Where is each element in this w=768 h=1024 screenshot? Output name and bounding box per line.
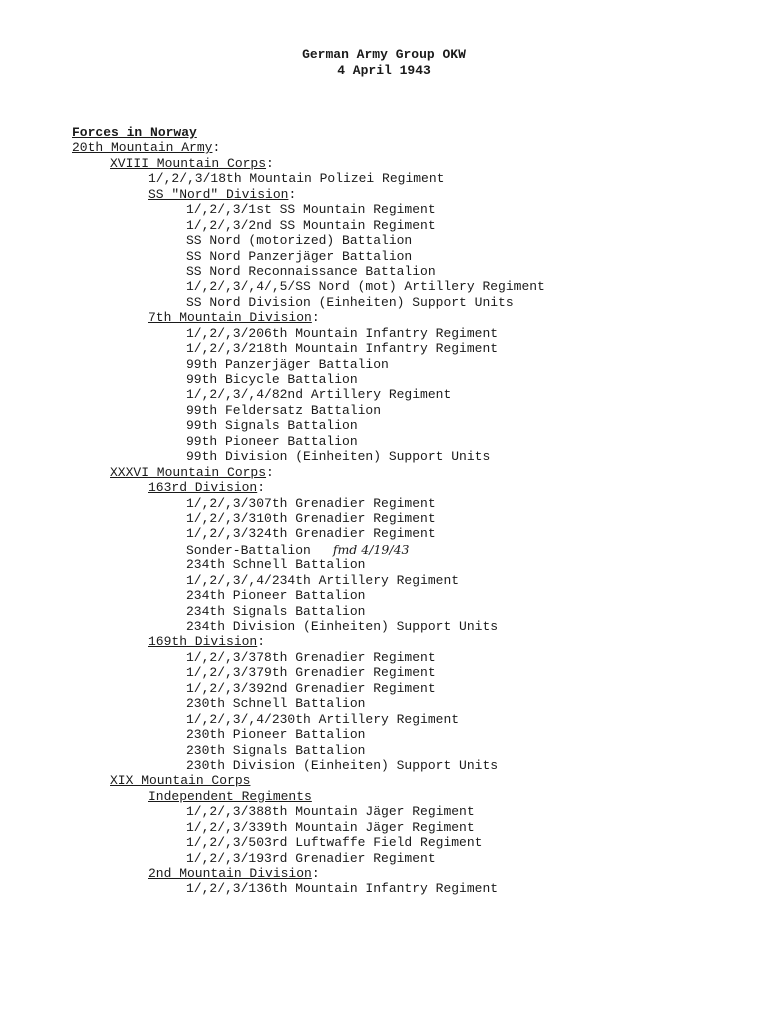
unit-label: 1/,2/,3/,4/234th Artillery Regiment <box>186 572 460 588</box>
unit-entry <box>72 542 545 557</box>
unit-label: 1/,2/,3/339th Mountain Jäger Regiment <box>186 819 475 835</box>
unit-entry <box>72 449 545 464</box>
document-date: 4 April 1943 <box>337 63 431 78</box>
heading-colon: : <box>311 866 320 881</box>
heading-colon: : <box>311 310 320 326</box>
heading-colon: : <box>212 140 221 156</box>
unit-label: 99th Feldersatz Battalion <box>186 402 382 418</box>
unit-entry <box>72 171 545 186</box>
unit-heading-label: Forces in Norway <box>72 125 197 140</box>
unit-heading <box>72 789 545 804</box>
unit-label: 230th Division (Einheiten) Support Units <box>186 757 499 773</box>
unit-entry <box>72 341 545 356</box>
unit-entry <box>72 712 545 727</box>
formation-date-note: fmd 4/19/43 <box>332 541 410 557</box>
unit-label: SS Nord Division (Einheiten) Support Units <box>186 294 514 310</box>
unit-label: 1/,2/,3/307th Grenadier Regiment <box>186 495 436 511</box>
unit-heading-label: 163rd Division <box>148 480 258 496</box>
unit-entry <box>72 526 545 541</box>
unit-label: 230th Signals Battalion <box>186 742 366 758</box>
unit-label: 1/,2/,3/310th Grenadier Regiment <box>186 510 436 526</box>
unit-label: 99th Panzerjäger Battalion <box>186 356 389 372</box>
heading-colon: : <box>266 464 274 480</box>
unit-entry <box>72 696 545 711</box>
unit-entry <box>72 573 545 588</box>
unit-entry <box>72 372 545 387</box>
unit-entry <box>72 665 545 680</box>
unit-heading <box>72 773 545 788</box>
unit-heading <box>72 125 545 140</box>
unit-entry <box>72 835 545 850</box>
unit-entry <box>72 218 545 233</box>
unit-heading-label: Independent Regiments <box>148 788 312 804</box>
unit-label: 1/,2/,3/,4/,5/SS Nord (mot) Artillery Regiment <box>186 279 545 295</box>
unit-heading-label: XVIII Mountain Corps <box>110 155 267 171</box>
unit-label: 1/,2/,3/379th Grenadier Regiment <box>186 665 436 681</box>
unit-heading <box>72 634 545 649</box>
unit-label: SS Nord (motorized) Battalion <box>186 233 413 249</box>
unit-label: 1/,2/,3/1st SS Mountain Regiment <box>186 202 436 218</box>
unit-heading <box>72 866 545 881</box>
unit-heading-label: 169th Division <box>148 634 258 650</box>
unit-heading <box>72 156 545 171</box>
unit-heading <box>72 480 545 495</box>
heading-colon: : <box>266 155 274 171</box>
unit-entry <box>72 650 545 665</box>
unit-entry <box>72 496 545 511</box>
unit-label: 1/,2/,3/218th Mountain Infantry Regiment <box>186 341 499 357</box>
unit-label: 1/,2/,3/392nd Grenadier Regiment <box>186 680 436 696</box>
unit-entry <box>72 403 545 418</box>
unit-entry <box>72 295 545 310</box>
unit-label: 1/,2/,3/136th Mountain Infantry Regiment <box>186 881 499 897</box>
unit-label: 99th Division (Einheiten) Support Units <box>186 449 491 465</box>
unit-heading <box>72 187 545 202</box>
unit-entry <box>72 557 545 572</box>
unit-label: 230th Schnell Battalion <box>186 696 366 712</box>
unit-label: 99th Bicycle Battalion <box>186 372 358 387</box>
unit-label: Sonder-Battalion <box>186 542 311 558</box>
unit-label: 1/,2/,3/2nd SS Mountain Regiment <box>186 217 436 233</box>
unit-entry <box>72 264 545 279</box>
unit-label: SS Nord Panzerjäger Battalion <box>186 248 413 264</box>
unit-label: 230th Pioneer Battalion <box>186 727 366 743</box>
unit-entry <box>72 434 545 449</box>
unit-entry <box>72 511 545 526</box>
unit-label: 1/,2/,3/18th Mountain Polizei Regiment <box>148 171 445 187</box>
unit-label: 1/,2/,3/,4/82nd Artillery Regiment <box>186 387 452 403</box>
unit-entry <box>72 588 545 603</box>
unit-entry <box>72 233 545 248</box>
unit-label: 1/,2/,3/388th Mountain Jäger Regiment <box>186 804 475 820</box>
unit-entry <box>72 387 545 402</box>
heading-colon: : <box>257 480 266 496</box>
unit-heading-label: SS "Nord" Division <box>148 186 289 202</box>
heading-colon: : <box>288 186 297 202</box>
document-title: German Army Group OKW <box>302 47 466 62</box>
unit-label: 1/,2/,3/503rd Luftwaffe Field Regiment <box>186 835 483 851</box>
unit-entry <box>72 820 545 835</box>
unit-heading <box>72 310 545 325</box>
unit-label: 1/,2/,3/324th Grenadier Regiment <box>186 526 436 542</box>
unit-label: 234th Division (Einheiten) Support Units <box>186 619 499 634</box>
unit-entry <box>72 619 545 634</box>
unit-entry <box>72 279 545 294</box>
unit-entry <box>72 804 545 819</box>
order-of-battle-list <box>72 125 545 897</box>
heading-colon: : <box>257 634 266 650</box>
unit-label: 234th Pioneer Battalion <box>186 588 366 604</box>
unit-entry <box>72 418 545 433</box>
unit-label: 1/,2/,3/378th Grenadier Regiment <box>186 649 436 665</box>
unit-label: 1/,2/,3/193rd Grenadier Regiment <box>186 850 436 866</box>
unit-entry <box>72 604 545 619</box>
unit-label: 1/,2/,3/206th Mountain Infantry Regiment <box>186 325 499 341</box>
unit-entry <box>72 758 545 773</box>
unit-entry <box>72 743 545 758</box>
unit-label: 234th Signals Battalion <box>186 603 366 619</box>
unit-entry <box>72 202 545 217</box>
unit-heading <box>72 140 545 155</box>
unit-label: 1/,2/,3/,4/230th Artillery Regiment <box>186 711 460 727</box>
unit-label: 99th Pioneer Battalion <box>186 433 358 449</box>
unit-entry <box>72 249 545 264</box>
unit-label: SS Nord Reconnaissance Battalion <box>186 263 436 279</box>
unit-heading-label: XXXVI Mountain Corps <box>110 464 267 480</box>
unit-heading-label: XIX Mountain Corps <box>110 773 251 789</box>
unit-entry <box>72 326 545 341</box>
unit-label: 234th Schnell Battalion <box>186 557 366 573</box>
unit-heading-label: 2nd Mountain Division <box>148 866 312 881</box>
unit-entry <box>72 357 545 372</box>
unit-entry <box>72 727 545 742</box>
unit-heading-label: 20th Mountain Army <box>72 140 213 156</box>
unit-entry <box>72 881 545 896</box>
unit-label: 99th Signals Battalion <box>186 418 358 434</box>
unit-entry <box>72 851 545 866</box>
unit-entry <box>72 681 545 696</box>
unit-heading <box>72 465 545 480</box>
unit-heading-label: 7th Mountain Division <box>148 310 312 326</box>
